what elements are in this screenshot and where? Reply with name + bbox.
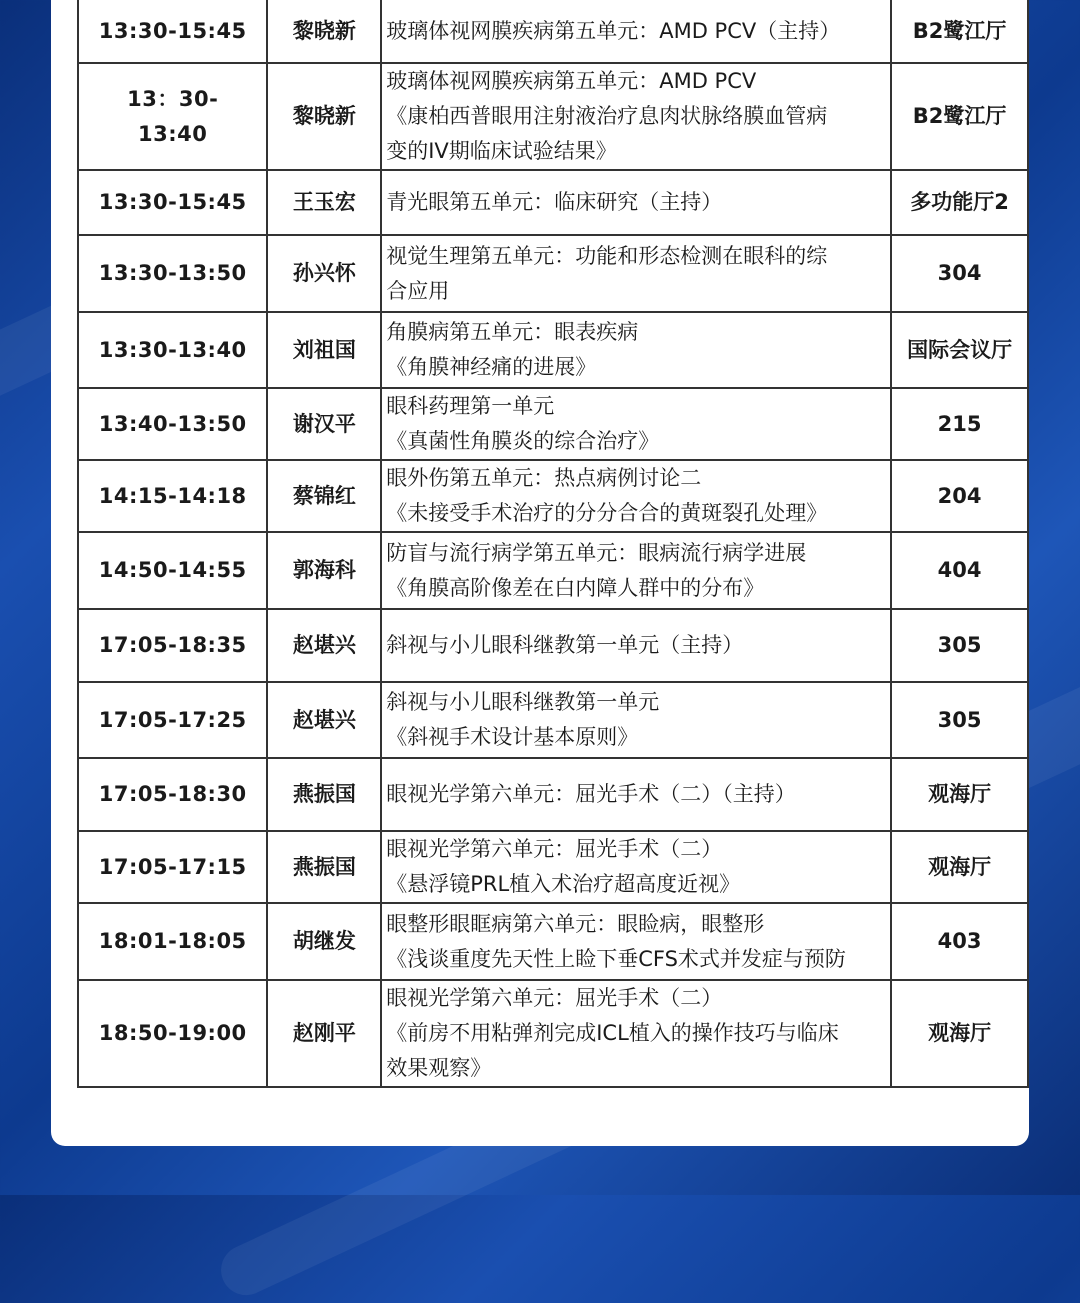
room-cell: 403 [891,903,1028,980]
time-cell: 13:40-13:50 [78,388,267,460]
topic-cell [381,0,891,63]
topic-cell [381,170,891,235]
time-cell: 18:01-18:05 [78,903,267,980]
table-row [78,831,1028,903]
speaker-cell: 胡继发 [267,903,381,980]
speaker-cell: 黎晓新 [267,63,381,170]
speaker-cell: 赵堪兴 [267,682,381,758]
speaker-cell: 赵刚平 [267,980,381,1087]
room-cell: B2鹭江厅 [891,63,1028,170]
time-cell: 18:50-19:00 [78,980,267,1087]
topic-line: 《浅谈重度先天性上睑下垂CFS术式并发症与预防 [386,946,846,971]
room-cell: 215 [891,388,1028,460]
time-cell: 13：30-13:40 [78,63,267,170]
time-cell: 13:30-15:45 [78,0,267,63]
topic-cell [381,388,891,460]
topic-line: 眼视光学第六单元：屈光手术（二） [386,986,723,1010]
topic-line: 《角膜高阶像差在白内障人群中的分布》 [386,575,765,600]
room-cell: 204 [891,460,1028,532]
topic-cell [381,460,891,532]
room-cell: 国际会议厅 [891,312,1028,388]
topic-line: 《悬浮镜PRL植入术治疗超高度近视》 [386,872,741,896]
speaker-cell: 蔡锦红 [267,460,381,532]
topic-line: 眼整形眼眶病第六单元：眼睑病，眼整形 [386,911,765,936]
topic-line: 《斜视手术设计基本原则》 [386,725,639,749]
speaker-cell: 赵堪兴 [267,609,381,682]
topic-line: 角膜病第五单元：眼表疾病 [386,320,639,344]
topic-cell [381,831,891,903]
topic-line: 视觉生理第五单元：功能和形态检测在眼科的综 [386,243,828,268]
table-row [78,460,1028,532]
table-row [78,0,1028,63]
topic-line: 《角膜神经痛的进展》 [386,355,597,379]
room-cell: 多功能厅2 [891,170,1028,235]
topic-line: 合应用 [386,278,450,303]
topic-line: 青光眼第五单元：临床研究（主持） [386,190,723,214]
time-cell: 17:05-17:15 [78,831,267,903]
topic-cell [381,312,891,388]
room-cell: 404 [891,532,1028,609]
time-cell: 17:05-18:30 [78,758,267,831]
schedule-table [77,0,1029,1088]
room-cell: 305 [891,682,1028,758]
speaker-cell: 黎晓新 [267,0,381,63]
topic-line: 变的IV期临床试验结果》 [386,139,617,163]
speaker-cell: 孙兴怀 [267,235,381,312]
topic-line: 《康柏西普眼用注射液治疗息肉状脉络膜血管病 [386,104,828,128]
topic-cell [381,980,891,1087]
table-row [78,312,1028,388]
room-cell: 305 [891,609,1028,682]
speaker-cell: 刘祖国 [267,312,381,388]
topic-line: 眼视光学第六单元：屈光手术（二） [386,837,723,861]
topic-cell [381,903,891,980]
time-cell: 13:30-13:50 [78,235,267,312]
speaker-cell: 郭海科 [267,532,381,609]
table-row [78,903,1028,980]
table-row [78,235,1028,312]
topic-line: 效果观察》 [386,1056,492,1080]
topic-cell [381,235,891,312]
table-row [78,758,1028,831]
time-cell: 13:30-15:45 [78,170,267,235]
topic-line: 眼视光学第六单元：屈光手术（二）（主持） [386,782,796,806]
table-row [78,532,1028,609]
speaker-cell: 谢汉平 [267,388,381,460]
time-cell: 14:15-14:18 [78,460,267,532]
room-cell: 304 [891,235,1028,312]
time-cell: 14:50-14:55 [78,532,267,609]
topic-line: 玻璃体视网膜疾病第五单元：AMD PCV [386,69,757,93]
speaker-cell: 燕振国 [267,831,381,903]
topic-cell [381,682,891,758]
topic-cell [381,532,891,609]
topic-line: 《前房不用粘弹剂完成ICL植入的操作技巧与临床 [386,1021,839,1045]
table-row [78,63,1028,170]
speaker-cell: 王玉宏 [267,170,381,235]
table-row [78,682,1028,758]
topic-cell [381,609,891,682]
topic-cell [381,758,891,831]
topic-line: 眼外伤第五单元：热点病例讨论二 [386,466,702,490]
schedule-card [51,0,1029,1146]
room-cell: 观海厅 [891,758,1028,831]
topic-line: 斜视与小儿眼科继教第一单元 [386,690,660,714]
table-row [78,609,1028,682]
table-row [78,388,1028,460]
speaker-cell: 燕振国 [267,758,381,831]
topic-line: 眼科药理第一单元 [386,394,555,418]
room-cell: 观海厅 [891,980,1028,1087]
topic-line: 斜视与小儿眼科继教第一单元（主持） [386,633,744,657]
topic-line: 《真菌性角膜炎的综合治疗》 [386,429,660,453]
topic-cell [381,63,891,170]
topic-line: 《未接受手术治疗的分分合合的黄斑裂孔处理》 [386,501,828,525]
time-cell: 17:05-18:35 [78,609,267,682]
topic-line: 玻璃体视网膜疾病第五单元：AMD PCV（主持） [386,18,841,43]
room-cell: B2鹭江厅 [891,0,1028,63]
table-row [78,170,1028,235]
room-cell: 观海厅 [891,831,1028,903]
time-cell: 17:05-17:25 [78,682,267,758]
table-row [78,980,1028,1087]
topic-line: 防盲与流行病学第五单元：眼病流行病学进展 [386,540,807,565]
time-cell: 13:30-13:40 [78,312,267,388]
